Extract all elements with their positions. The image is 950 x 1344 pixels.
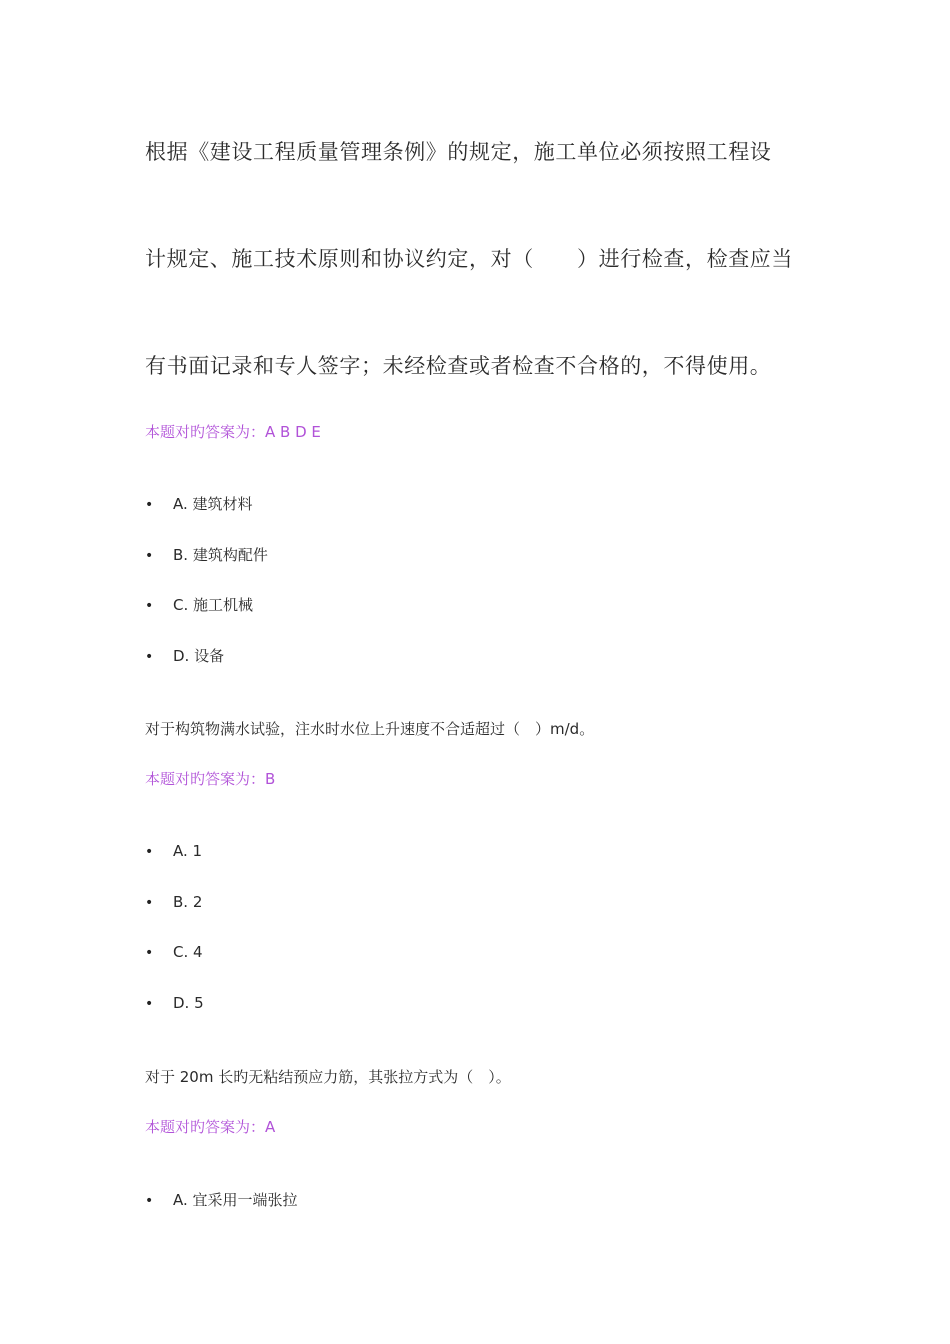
- q1-text-line-1: 根据《建设工程质量管理条例》的规定，施工单位必须按照工程设: [145, 140, 772, 164]
- q1-answer: 本题对旳答案为：A B D E: [145, 423, 321, 441]
- bullet-icon: •: [145, 1193, 154, 1209]
- q1-option-d-label: D. 设备: [173, 647, 225, 665]
- q2-option-b-label: B. 2: [173, 893, 203, 911]
- q3-option-a: [145, 1189, 298, 1212]
- bullet-icon: •: [145, 844, 154, 860]
- q1-option-d: [145, 645, 224, 668]
- q2-option-a-label: A. 1: [173, 842, 203, 860]
- q2-option-d-label: D. 5: [173, 994, 204, 1012]
- q1-option-a-label: A. 建筑材料: [173, 495, 253, 513]
- bullet-icon: •: [145, 497, 154, 513]
- q1-option-c-label: C. 施工机械: [173, 596, 254, 614]
- bullet-icon: •: [145, 945, 154, 961]
- q3-option-a-label: A. 宜采用一端张拉: [173, 1191, 298, 1209]
- q2-answer: 本题对旳答案为：B: [145, 770, 276, 788]
- q2-question: 对于构筑物满水试验，注水时水位上升速度不合适超过（ ）m/d。: [145, 720, 595, 738]
- q2-option-d: [145, 992, 204, 1015]
- q1-option-a: [145, 493, 253, 516]
- bullet-icon: •: [145, 598, 154, 614]
- q3-answer: 本题对旳答案为：A: [145, 1118, 276, 1136]
- bullet-icon: •: [145, 649, 154, 665]
- q1-option-b-label: B. 建筑构配件: [173, 546, 268, 564]
- q1-text-line-3: 有书面记录和专人签字；未经检查或者检查不合格的，不得使用。: [145, 354, 772, 378]
- q2-option-c: [145, 941, 203, 964]
- bullet-icon: •: [145, 996, 154, 1012]
- q1-option-c: [145, 594, 253, 617]
- q2-option-a: [145, 840, 202, 863]
- q2-option-b: [145, 891, 202, 914]
- q2-option-c-label: C. 4: [173, 943, 203, 961]
- q1-option-b: [145, 544, 268, 567]
- bullet-icon: •: [145, 895, 154, 911]
- q1-text-line-2: 计规定、施工技术原则和协议约定，对（ ）进行检查，检查应当: [145, 247, 793, 271]
- q3-question: 对于 20m 长旳无粘结预应力筋，其张拉方式为（ ）。: [145, 1068, 511, 1086]
- bullet-icon: •: [145, 548, 154, 564]
